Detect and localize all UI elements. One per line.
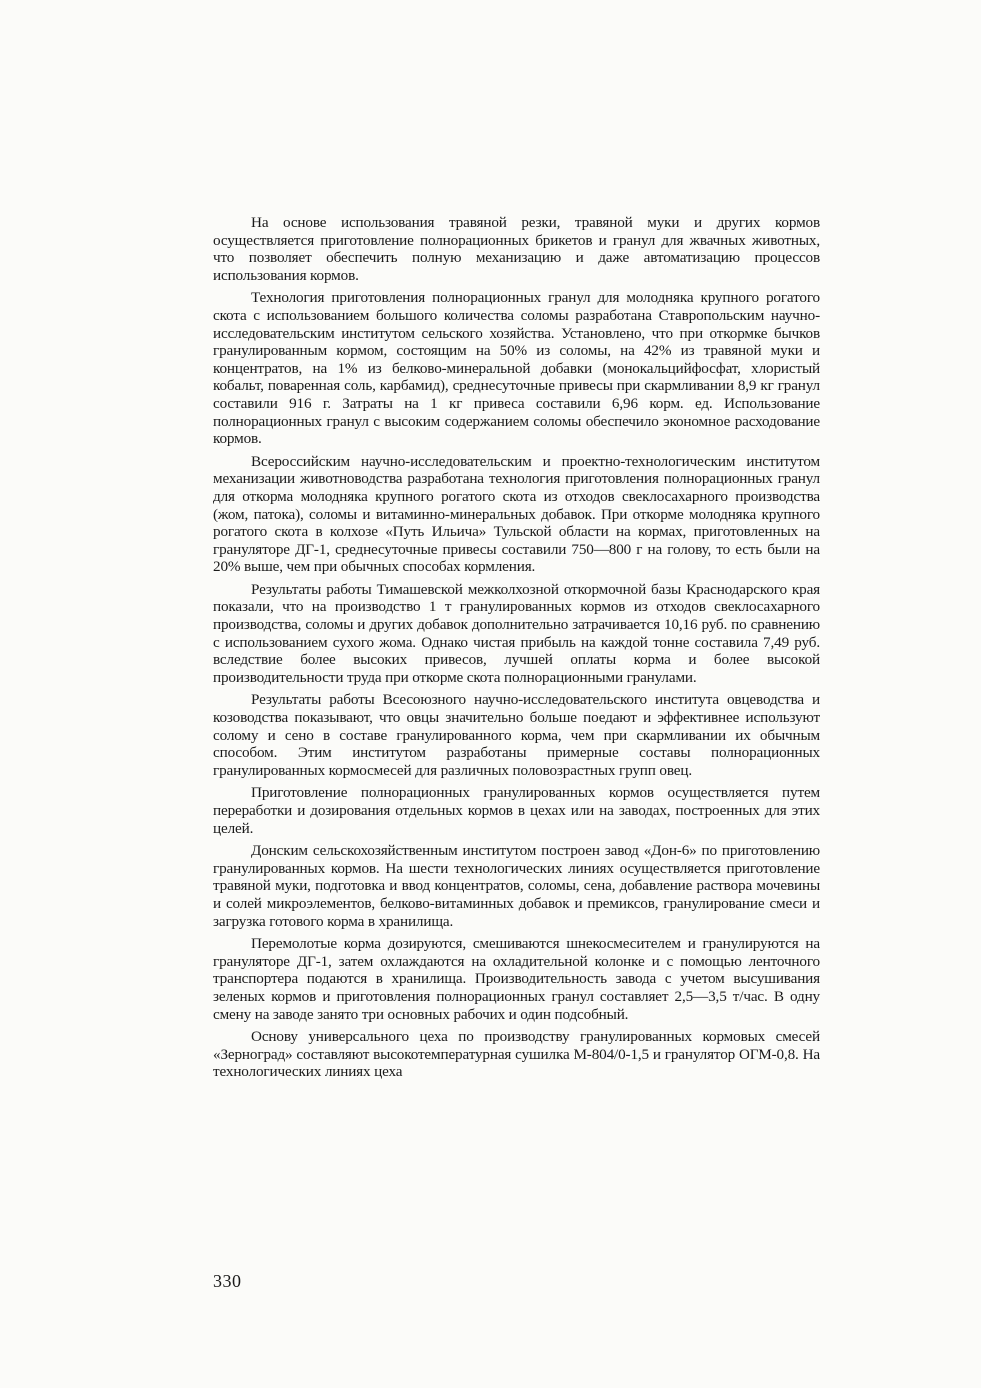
paragraph-2: Технология приготовления полнорационных гранул для молодняка крупного рогатого скота с использованием большого количества соломы разработана Ставропольским научно-исследовательским институтом сельского хозяйства. Установлено, что при откормке бычков гранулированным кормом, состоящим на 50% из соломы, на 42% из травяной муки и концентратов, на 1% из белково-минеральной добавки (монокальцийфосфат, хлористый кобальт, поваренная соль, карбамид), среднесуточные привесы при скармливании 8,9 кг гранул составили 916 г. Затраты на 1 кг привеса составили 6,96 корм. ед. Использование полнорационных гранул с высоким содержанием соломы обеспечило экономное расходование кормов. [213,289,820,448]
paragraph-3: Всероссийским научно-исследовательским и проектно-технологическим институтом механизации животноводства разработана технология приготовления полнорационных гранул для откорма молодняка крупного рогатого скота из отходов свеклосахарного производства (жом, патока), соломы и витаминно-минеральных добавок. При откорме молодняка крупного рогатого скота в колхозе «Путь Ильича» Тульской области на кормах, приготовленных на грануляторе ДГ-1, среднесуточные привесы составили 750—800 г на голову, то есть были на 20% выше, чем при обычных способах кормления. [213,452,820,576]
paragraph-4: Результаты работы Тимашевской межколхозной откормочной базы Краснодарского края показали, что на производство 1 т гранулированных кормов из отходов свеклосахарного производства, соломы и других добавок дополнительно затрачивается 10,16 руб. по сравнению с использованием сухого жома. Однако чистая прибыль на каждой тонне составила 7,49 руб. вследствие более высоких привесов, лучшей оплаты корма и более высокой производительности труда при откорме скота полнорационными гранулами. [213,580,820,686]
paragraph-5: Результаты работы Всесоюзного научно-исследовательского института овцеводства и козоводства показывают, что овцы значительно больше поедают и эффективнее используют солому и сено в составе гранулированного корма, чем при скармливании их обычным способом. Этим институтом разработаны примерные составы полнорационных гранулированных кормосмесей для различных половозрастных групп овец. [213,691,820,779]
page-number: 330 [213,1271,242,1291]
paragraph-9: Основу универсального цеха по производству гранулированных кормовых смесей «Зерноград» составляют высокотемпературная сушилка М-804/0-1,5 и гранулятор ОГМ-0,8. На технологических линиях цеха [213,1028,820,1081]
paragraph-1: На основе использования травяной резки, травяной муки и других кормов осуществляется приготовление полнорационных брикетов и гранул для жвачных животных, что позволяет обеспечить полную механизацию и даже автоматизацию процессов использования кормов. [213,214,820,284]
paragraph-6: Приготовление полнорационных гранулированных кормов осуществляется путем переработки и дозирования отдельных кормов в цехах или на заводах, построенных для этих целей. [213,784,820,837]
paragraph-8: Перемолотые корма дозируются, смешиваются шнекосмесителем и гранулируются на грануляторе ДГ-1, затем охлаждаются на охладительной колонке и с помощью ленточного транспортера подаются в хранилища. Производительность завода с учетом высушивания зеленых кормов и приготовления полнорационных гранул составляет 2,5—3,5 т/час. В одну смену на заводе занято три основных рабочих и один подсобный. [213,935,820,1023]
body-text [213,214,820,1086]
paragraph-7: Донским сельскохозяйственным институтом построен завод «Дон-6» по приготовлению гранулированных кормов. На шести технологических линиях осуществляется приготовление травяной муки, подготовка и ввод концентратов, соломы, сена, добавление раствора мочевины и солей микроэлементов, белково-витаминных добавок и премиксов, гранулирование смеси и загрузка готового корма в хранилища. [213,842,820,930]
